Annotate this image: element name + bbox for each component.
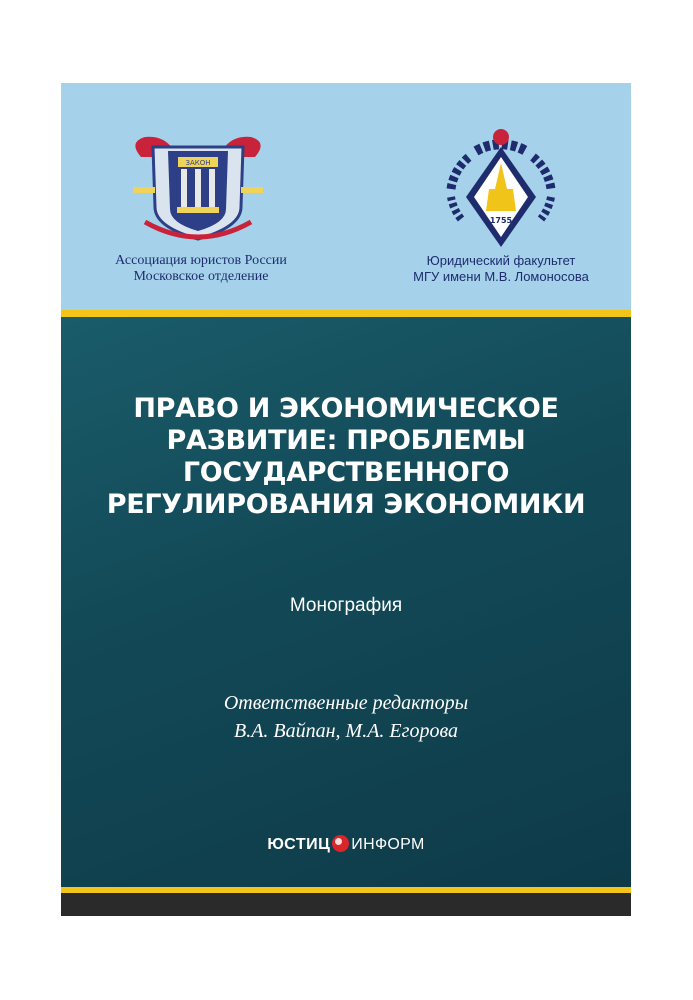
genre-label: Монография <box>289 595 403 616</box>
publisher-part2: ИНФОРМ <box>351 836 425 853</box>
publisher-dot-icon <box>332 835 349 852</box>
editors-names: В.А. Вайпан, М.А. Егорова <box>233 720 458 742</box>
law-faculty-msu-emblem <box>441 119 561 249</box>
right-logo-caption <box>381 253 621 285</box>
publisher-part1: ЮСТИЦ <box>267 836 331 853</box>
title-line-4: РЕГУЛИРОВАНИЯ ЭКОНОМИКИ <box>106 489 586 520</box>
book-title <box>91 393 601 521</box>
editors-label: Ответственные редакторы <box>223 692 469 714</box>
left-logo-caption <box>81 253 321 285</box>
founding-year: 1755 <box>489 216 513 225</box>
right-caption-line1: Юридический факультет <box>426 253 576 268</box>
title-line-1: ПРАВО И ЭКОНОМИЧЕСКОЕ <box>133 393 559 424</box>
emblem-text: ЗАКОН <box>185 159 211 167</box>
left-caption-line2: Московское отделение <box>133 269 269 284</box>
lawyers-association-emblem <box>123 127 273 247</box>
left-caption-line1: Ассоциация юристов России <box>115 253 287 268</box>
bottom-dark-strip <box>61 893 631 916</box>
header-band <box>61 83 631 310</box>
right-caption-line2: МГУ имени М.В. Ломоносова <box>413 269 589 284</box>
title-line-3: ГОСУДАРСТВЕННОГО <box>182 457 510 488</box>
title-line-2: РАЗВИТИЕ: ПРОБЛЕМЫ <box>166 425 526 456</box>
publisher-logo <box>61 835 631 854</box>
book-cover <box>61 83 631 916</box>
top-gold-divider <box>61 310 631 317</box>
